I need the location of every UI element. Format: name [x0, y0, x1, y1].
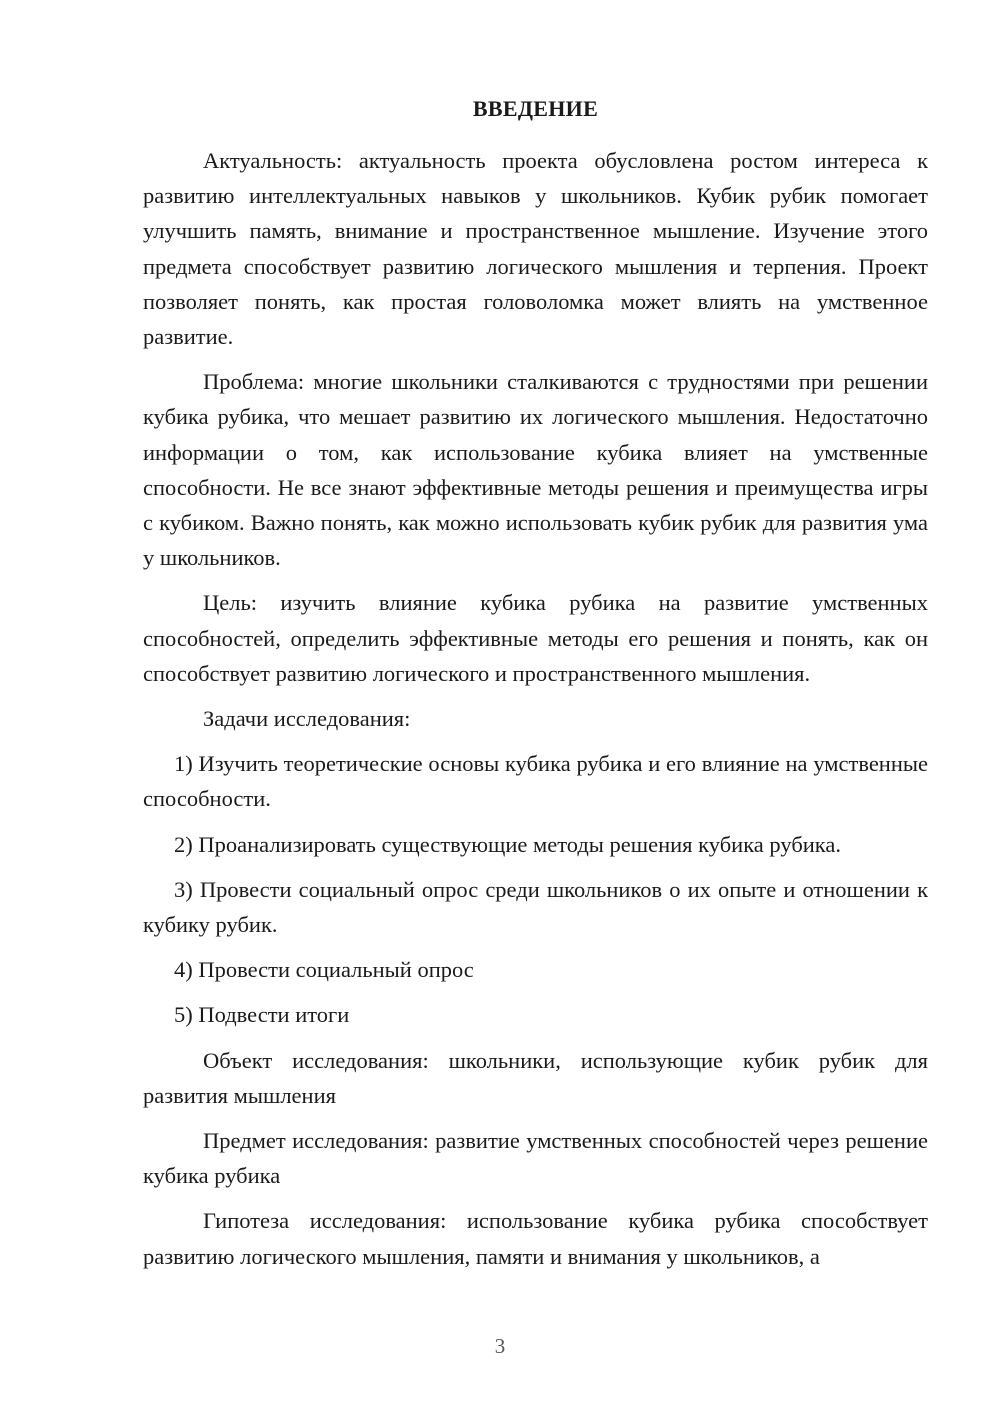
task-item: 3) Провести социальный опрос среди школьников о их опыте и отношении к кубику рубик.: [143, 876, 928, 938]
task-item: 2) Проанализировать существующие методы решения кубика рубика.: [174, 831, 842, 857]
paragraph-object: Объект исследования: школьники, использующие кубик рубик для развития мышления: [143, 1047, 928, 1108]
task-item: 4) Провести социальный опрос: [174, 957, 474, 983]
page-number: 3: [494, 1334, 506, 1358]
paragraph-subject: Предмет исследования: развитие умственных способностей через решение кубика рубика: [143, 1128, 928, 1189]
paragraph-problem: Проблема: многие школьники сталкиваются с трудностями при решении кубика рубика, что мешает развитию их логического мышления. Недостаточно информации о том, как использование кубика влияет на умственные способности. Не все знают эффективные методы решения и преимущества игры с кубиком. Важно понять, как можно использовать кубик рубик для развития ума у школьников.: [143, 369, 928, 571]
paragraph-goal: Цель: изучить влияние кубика рубика на развитие умственных способностей, определить эффективные методы его решения и понять, как он способствует развитию логического и пространственного мышления.: [143, 590, 928, 686]
task-item: 5) Подвести итоги: [174, 1002, 350, 1028]
section-title: ВВЕДЕНИЕ: [472, 96, 599, 121]
paragraph-hypothesis: Гипотеза исследования: использование кубика рубика способствует развитию логического мышления, памяти и внимания у школьников, а: [143, 1208, 928, 1269]
paragraph-tasks-heading: Задачи исследования:: [203, 706, 411, 732]
paragraph-relevance: Актуальность: актуальность проекта обусловлена ростом интереса к развитию интеллектуальных навыков у школьников. Кубик рубик помогает улучшить память, внимание и пространственное мышление. Изучение этого предмета способствует развитию логического мышления и терпения. Проект позволяет понять, как простая головоломка может влиять на умственное развитие.: [143, 148, 928, 350]
document-body: [143, 143, 928, 1274]
task-item: 1) Изучить теоретические основы кубика рубика и его влияние на умственные способности.: [143, 751, 928, 812]
